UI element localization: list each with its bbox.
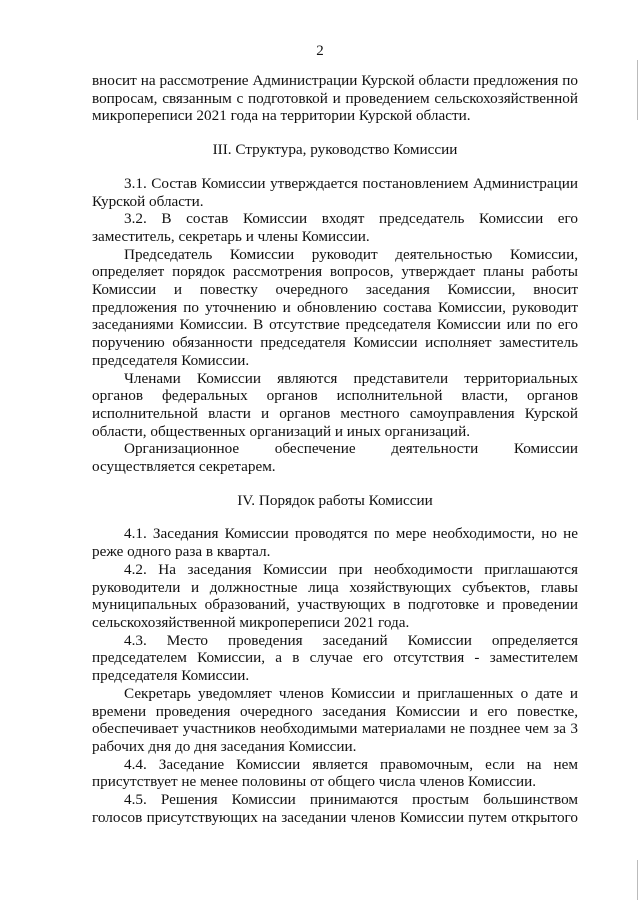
paragraph-members: Членами Комиссии являются представители территориальных органов федеральных органов исполнительной власти, органов исполнительной власти и органов местного самоуправления Курской области, общественных организаций и иных организаций. — [92, 369, 578, 440]
paragraph-4-1: 4.1. Заседания Комиссии проводятся по мере необходимости, но не реже одного раза в квартал. — [92, 525, 578, 561]
document-body — [92, 72, 578, 826]
paragraph-3-2: 3.2. В состав Комиссии входят председатель Комиссии его заместитель, секретарь и члены Комиссии. — [92, 210, 578, 245]
section-heading-3: III. Структура, руководство Комиссии — [212, 141, 458, 159]
paragraph-4-3: 4.3. Место проведения заседаний Комиссии определяется председателем Комиссии, а в случае его отсутствия - заместителем председателя Комиссии. — [92, 631, 578, 685]
paragraph-4-5: 4.5. Решения Комиссии принимаются простым большинством голосов присутствующих на заседании членов Комиссии путем открытого — [92, 791, 578, 826]
scan-edge-mark — [637, 60, 638, 120]
scan-edge-mark — [637, 860, 638, 900]
paragraph-4-4: 4.4. Заседание Комиссии является правомочным, если на нем присутствует не менее половины от общего числа членов Комиссии. — [92, 755, 578, 791]
section-heading-4: IV. Порядок работы Комиссии — [237, 491, 433, 509]
paragraph-4-2: 4.2. На заседания Комиссии при необходимости приглашаются руководители и должностные лица хозяйствующих субъектов, главы муниципальных образований, участвующих в подготовке и проведении сельскохозяйственной микропереписи 2021 года. — [92, 560, 578, 631]
paragraph-continuation: вносит на рассмотрение Администрации Курской области предложения по вопросам, связанным с подготовкой и проведением сельскохозяйственной микропереписи 2021 года на территории Курской области. — [92, 72, 578, 125]
paragraph-notification: Секретарь уведомляет членов Комиссии и приглашенных о дате и времени проведения очередного заседания Комиссии и его повестке, обеспечивает участников необходимыми материалами не позднее чем за 3 рабочих дня до дня заседания Комиссии. — [92, 684, 578, 755]
paragraph-chairman: Председатель Комиссии руководит деятельностью Комиссии, определяет порядок рассмотрения вопросов, утверждает планы работы Комиссии и повестку очередного заседания Комиссии, вносит предложения по уточнению и обновлению состава Комиссии, руководит заседаниями Комиссии. В отсутствие председателя Комиссии или по его поручению обязанности председателя Комиссии исполняет заместитель председателя Комиссии. — [92, 245, 578, 369]
paragraph-3-1: 3.1. Состав Комиссии утверждается постановлением Администрации Курской области. — [92, 174, 578, 210]
page-number: 2 — [316, 43, 324, 59]
paragraph-secretary: Организационное обеспечение деятельности Комиссии осуществляется секретарем. — [92, 440, 578, 476]
